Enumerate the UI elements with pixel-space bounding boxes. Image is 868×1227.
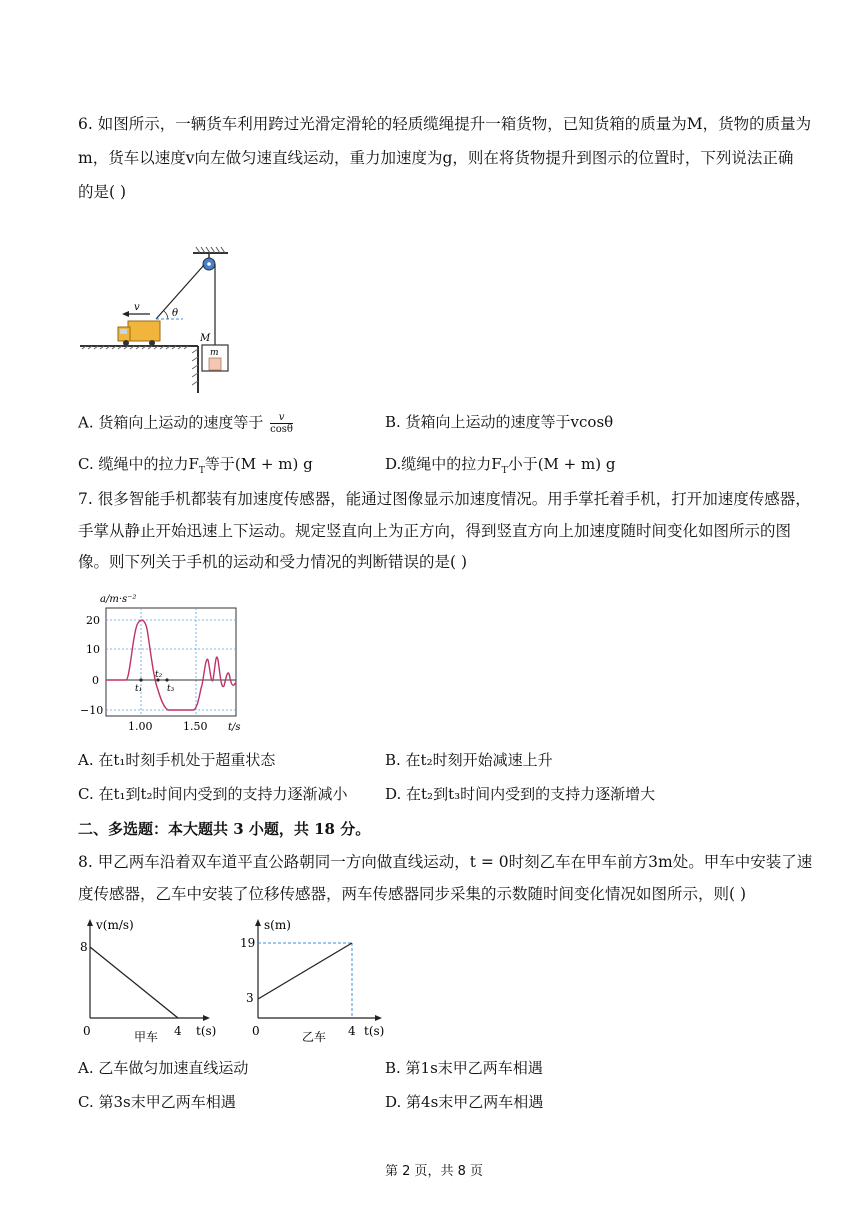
q7-xtick-1: 1.00 [128,720,153,733]
q6-option-b[interactable]: B. 货箱向上运动的速度等于vcosθ [385,413,614,431]
q8-option-b[interactable]: B. 第1s末甲乙两车相遇 [385,1059,543,1077]
q6-stem-line-2: m，货车以速度v向左做匀速直线运动，重力加速度为g，则在将货物提升到图示的位置时，下列说法正确 [78,149,794,167]
q7-option-b[interactable]: B. 在t₂时刻开始减速上升 [385,751,553,769]
q7-xtick-2: 1.50 [183,720,208,733]
q7-xlabel: t/s [228,722,241,733]
q8-option-d[interactable]: D. 第4s末甲乙两车相遇 [385,1093,544,1111]
q8-displacement-graph [238,915,388,1045]
q7-option-c[interactable]: C. 在t₁到t₂时间内受到的支持力逐渐减小 [78,785,348,803]
q8-displacement-line [258,943,352,999]
q8-velocity-graph [78,915,218,1045]
v-label: v [134,302,140,313]
q8-v-ylabel: v(m/s) [96,918,134,932]
m-label: m [210,348,219,358]
q8-option-a[interactable]: A. 乙车做匀加速直线运动 [78,1059,249,1077]
truck-icon [128,321,160,341]
q6-option-d[interactable]: D.缆绳中的拉力$F_T$小于(M + m) g [385,455,616,476]
q8-s-xlabel: t(s) [364,1024,385,1038]
q6-stem-line-3: 的是( ) [78,183,127,201]
frac-numerator: v [270,412,293,424]
q8-s-x1: 4 [348,1024,356,1038]
frac-denominator: cosθ [270,424,293,435]
q8-s-y0: 3 [246,991,254,1005]
q8-car-yi-caption: 乙车 [302,1030,327,1044]
q8-s-y1: 19 [240,936,256,950]
M-label: M [200,333,211,344]
q7-t3-label: t₃ [167,684,175,694]
q7-acceleration-curve [106,620,236,710]
q7-stem-line-3: 像。则下列关于手机的运动和受力情况的判断错误的是( ) [78,553,468,571]
q6-option-a[interactable]: A. 货箱向上运动的速度等于 $\frac{v}{\cos\theta}$ [78,412,293,435]
q8-s-origin: 0 [252,1024,260,1038]
q7-ytick-20: 20 [86,614,100,627]
q7-ylabel: a/m·s⁻² [100,594,137,605]
q8-v-y0: 8 [80,940,88,954]
q8-car-jia-caption: 甲车 [134,1030,159,1044]
section-multiple-choice-heading: 二、多选题：本大题共 3 小题，共 18 分。 [78,820,371,838]
q7-stem-line-2: 手掌从静止开始迅速上下运动。规定竖直向上为正方向，得到竖直方向上加速度随时间变化如图所示的图 [78,522,792,540]
q8-v-x1: 4 [174,1024,182,1038]
q6-stem-line-1: 6. 如图所示，一辆货车利用跨过光滑定滑轮的轻质缆绳提升一箱货物，已知货箱的质量为M，货物的质量为 [78,115,812,133]
q7-t1-label: t₁ [135,684,143,694]
q8-v-xlabel: t(s) [196,1024,217,1038]
theta-label: θ [172,308,179,319]
q8-s-ylabel: s(m) [264,918,291,932]
q7-ytick-neg10: −10 [80,704,104,717]
q7-option-a[interactable]: A. 在t₁时刻手机处于超重状态 [78,751,276,769]
q6-truck-pulley-figure [78,245,248,395]
q7-acceleration-graph [78,590,258,735]
q8-velocity-line [90,947,178,1018]
q7-t2-label: t₂ [155,670,163,680]
q7-ytick-0: 0 [92,674,99,687]
page-footer: 第 2 页，共 8 页 [384,1164,484,1179]
q8-v-origin: 0 [83,1024,91,1038]
q6-option-c[interactable]: C. 缆绳中的拉力$F_T$等于(M + m) g [78,455,313,476]
q8-stem-line-1: 8. 甲乙两车沿着双车道平直公路朝同一方向做直线运动，t = 0时刻乙车在甲车前方3m处。甲车中安装了速 [78,853,813,871]
q7-option-d[interactable]: D. 在t₂到t₃时间内受到的支持力逐渐增大 [385,785,656,803]
q8-option-c[interactable]: C. 第3s末甲乙两车相遇 [78,1093,236,1111]
q8-stem-line-2: 度传感器，乙车中安装了位移传感器，两车传感器同步采集的示数随时间变化情况如图所示，则( ) [78,885,747,903]
q7-stem-line-1: 7. 很多智能手机都装有加速度传感器，能通过图像显示加速度情况。用手掌托着手机，打开加速度传感器， [78,490,811,508]
q7-ytick-10: 10 [86,643,100,656]
